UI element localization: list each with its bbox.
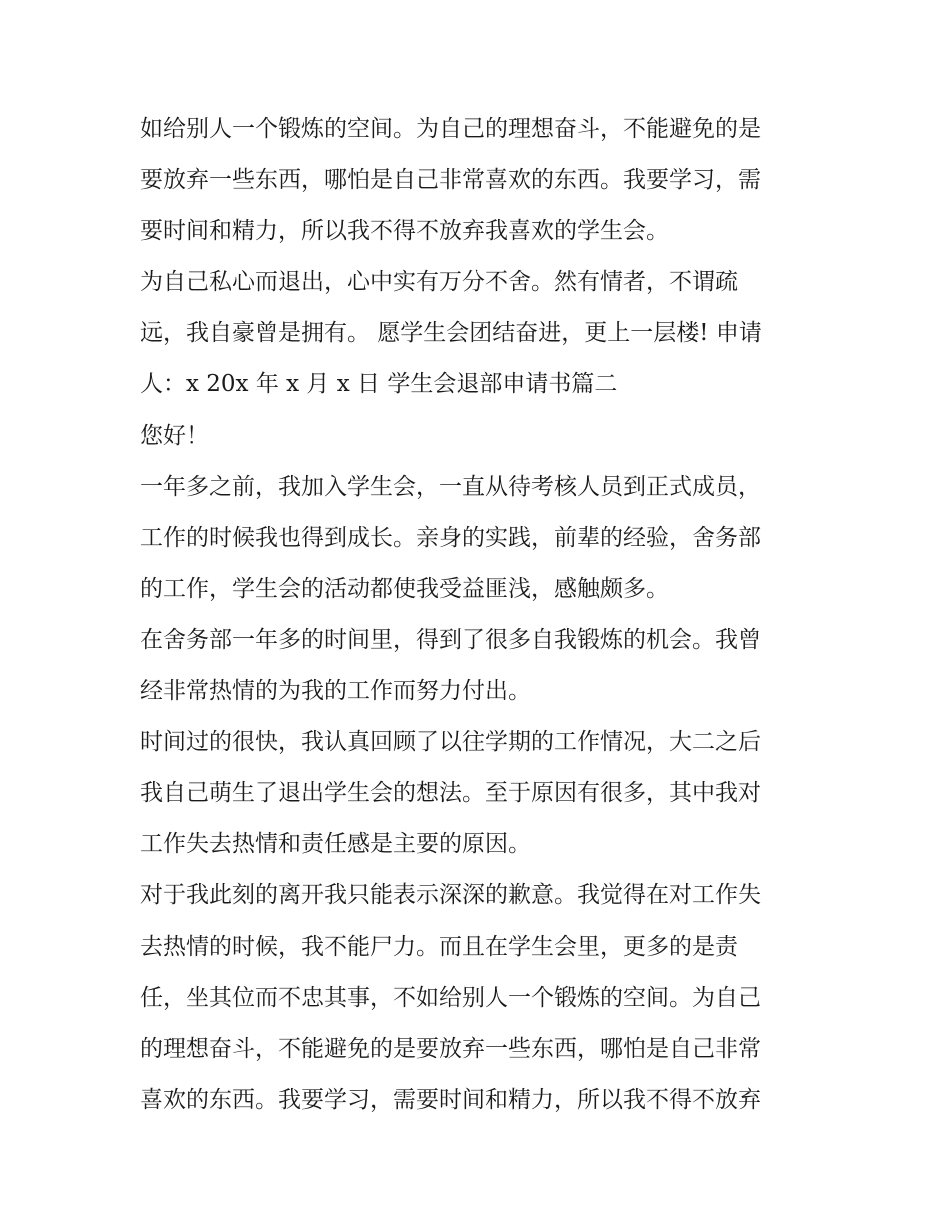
text-line: 要时间和精力，所以我不得不放弃我喜欢的学生会。 (140, 218, 669, 245)
text-line: 喜欢的东西。我要学习，需要时间和精力，所以我不得不放弃 (140, 1086, 761, 1113)
text-line: 的理想奋斗，不能避免的是要放弃一些东西，哪怕是自己非常 (140, 1035, 761, 1062)
text-line: 时间过的很快，我认真回顾了以往学期的工作情况，大二之后 (140, 729, 761, 756)
text-line: 的工作，学生会的活动都使我受益匪浅，感触颇多。 (140, 575, 669, 602)
text-line: 在舍务部一年多的时间里，得到了很多自我锻炼的机会。我曾 (140, 626, 761, 653)
greeting-line: 您好！ (140, 422, 209, 449)
text-line: 我自己萌生了退出学生会的想法。至于原因有很多，其中我对 (140, 780, 761, 807)
text-line: 工作的时候我也得到成长。亲身的实践，前辈的经验，舍务部 (140, 524, 761, 551)
text-line: 经非常热情的为我的工作而努力付出。 (140, 678, 531, 705)
text-line: 对于我此刻的离开我只能表示深深的歉意。我觉得在对工作失 (140, 882, 761, 909)
text-line: 为自己私心而退出，心中实有万分不舍。然有情者，不谓疏 (140, 269, 738, 296)
text-line: 去热情的时候，我不能尸力。而且在学生会里，更多的是责 (140, 933, 738, 960)
text-line: 工作失去热情和责任感是主要的原因。 (140, 831, 531, 858)
text-line: 一年多之前，我加入学生会，一直从待考核人员到正式成员， (140, 473, 761, 500)
text-line: 如给别人一个锻炼的空间。为自己的理想奋斗，不能避免的是 (140, 116, 761, 142)
text-line: 人：x 20x 年 x 月 x 日 学生会退部申请书篇二 (140, 371, 618, 398)
text-line: 任，坐其位而不忠其事，不如给别人一个锻炼的空间。为自己 (140, 984, 761, 1011)
text-line: 要放弃一些东西，哪怕是自己非常喜欢的东西。我要学习，需 (140, 167, 761, 194)
text-line: 远，我自豪曾是拥有。 愿学生会团结奋进，更上一层楼! 申请 (140, 320, 762, 347)
document-body (140, 104, 820, 1126)
